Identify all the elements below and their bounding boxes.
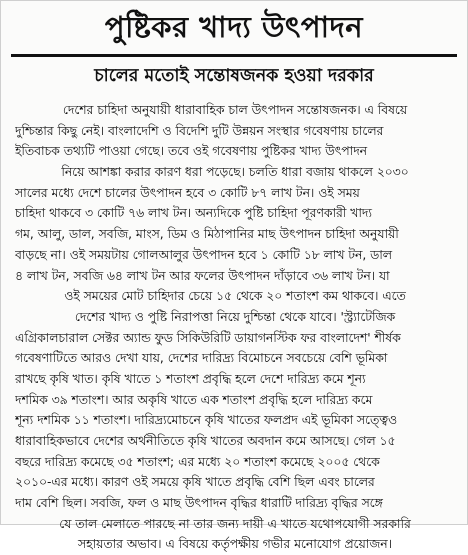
body-line: সহায়তার অভাব। এ বিষয়ে কর্তৃপক্ষীয় গভীর মনোযোগ প্রয়োজন। <box>77 537 392 552</box>
body-line: বাড়ছে না। ওই সময়টায় গোলআলুর উৎপাদন হবে ১ কোটি ১৮ লাখ টন, ডাল <box>15 247 392 262</box>
article-body <box>15 100 455 555</box>
body-line: দশমিক ৩৯ শতাংশ। আর অকৃষি খাতে এক শতাংশ প্রবৃদ্ধি হলে দারিদ্র্য কমে <box>15 392 373 407</box>
body-line: গম, আলু, ডাল, সবজি, মাংস, ডিম ও মিঠাপানির মাছ উৎপাদন চাহিদা অনুযায়ী <box>15 227 399 242</box>
body-line: ধারাবাহিকভাবে দেশের অর্থনীতিতে কৃষি খাতের অবদান কমে আসছে। গেল ১৫ <box>15 434 396 448</box>
headline-divider <box>11 54 457 57</box>
body-line: ওই সময়ের মোট চাহিদার চেয়ে ১৫ থেকে ২০ শতাংশ কম থাকবে। এতে <box>64 289 406 304</box>
body-line: ৪ লাখ টন, সবজি ৬৪ লাখ টন আর ফলের উৎপাদন দাঁড়াবে ৩৬ লাখ টন। যা <box>15 268 390 283</box>
body-line: রাখছে কৃষি খাত। কৃষি খাতে ১ শতাংশ প্রবৃদ্ধি হলে দেশে দারিদ্র্য কমে শূন্য <box>15 371 366 386</box>
body-line: সালের মধ্যে দেশে চালের উৎপাদন হবে ৩ কোটি ৮৭ লাখ টন। ওই সময় <box>15 185 360 200</box>
body-line: যে তাল মেলাতে পারছে না তার জন্য দায়ী এ খাতে যথোপযোগী সরকারি <box>59 516 411 531</box>
body-line: শূন্য দশমিক ১১ শতাংশ। দারিদ্র্যমোচনে কৃষি খাতের ফলপ্রদ এই ভূমিকা সত্ত্বেও <box>15 413 398 428</box>
body-line: চাহিদা থাকবে ৩ কোটি ৭৬ লাখ টন। অন্যদিকে পুষ্টি চাহিদা পূরণকারী খাদ্য <box>15 206 372 221</box>
body-line: বছরে দারিদ্র্য কমেছে ৩৫ শতাংশ; এর মধ্যে ২০ শতাংশ কমেছে ২০০৫ থেকে <box>15 454 380 469</box>
body-line: ইতিবাচক তথ্যটি পাওয়া গেছে। তবে ওই গবেষণায় পুষ্টিকর খাদ্য উৎপাদন <box>15 144 368 159</box>
headline: পুষ্টিকর খাদ্য উৎপাদন <box>104 10 364 44</box>
body-line: দেশের চাহিদা অনুযায়ী ধারাবাহিক চাল উৎপাদন সন্তোষজনক। এ বিষয়ে <box>62 103 408 117</box>
body-line: ২০১০-এর মধ্যে। কারণ ওই সময়ে কৃষি খাতে প্রবৃদ্ধি বেশি ছিল এবং চালের <box>15 475 375 490</box>
body-line: দুশ্চিন্তার কিছু নেই। বাংলাদেশি ও বিদেশি দুটি উন্নয়ন সংস্থার গবেষণায় চালের <box>15 123 384 138</box>
body-line: এগ্রিকালচারাল সেক্টর অ্যান্ড ফুড সিকিউরিটি ডায়াগনস্টিক ফর বাংলাদেশ' শীর্ষক <box>15 330 401 345</box>
body-line: দাম বেশি ছিল। সবজি, ফল ও মাছ উৎপাদন বৃদ্ধির ধারাটি দারিদ্র্য বৃদ্ধির সঙ্গে <box>15 496 383 511</box>
body-line: নিয়ে আশঙ্কা করার কারণ ধরা পড়েছে। চলতি ধারা বজায় থাকলে ২০৩০ <box>61 165 409 180</box>
body-line: গবেষণাটিতে আরও দেখা যায়, দেশের দারিদ্র্য বিমোচনে সবচেয়ে বেশি ভূমিকা <box>15 351 388 366</box>
body-line: দেশের খাদ্য ও পুষ্টি নিরাপত্তা নিয়ে দুশ্চিন্তা থেকে যাবে। 'স্ট্র্যাটেজিক <box>74 309 396 324</box>
subheadline: চালের মতোই সন্তোষজনক হওয়া দরকার <box>94 66 374 86</box>
